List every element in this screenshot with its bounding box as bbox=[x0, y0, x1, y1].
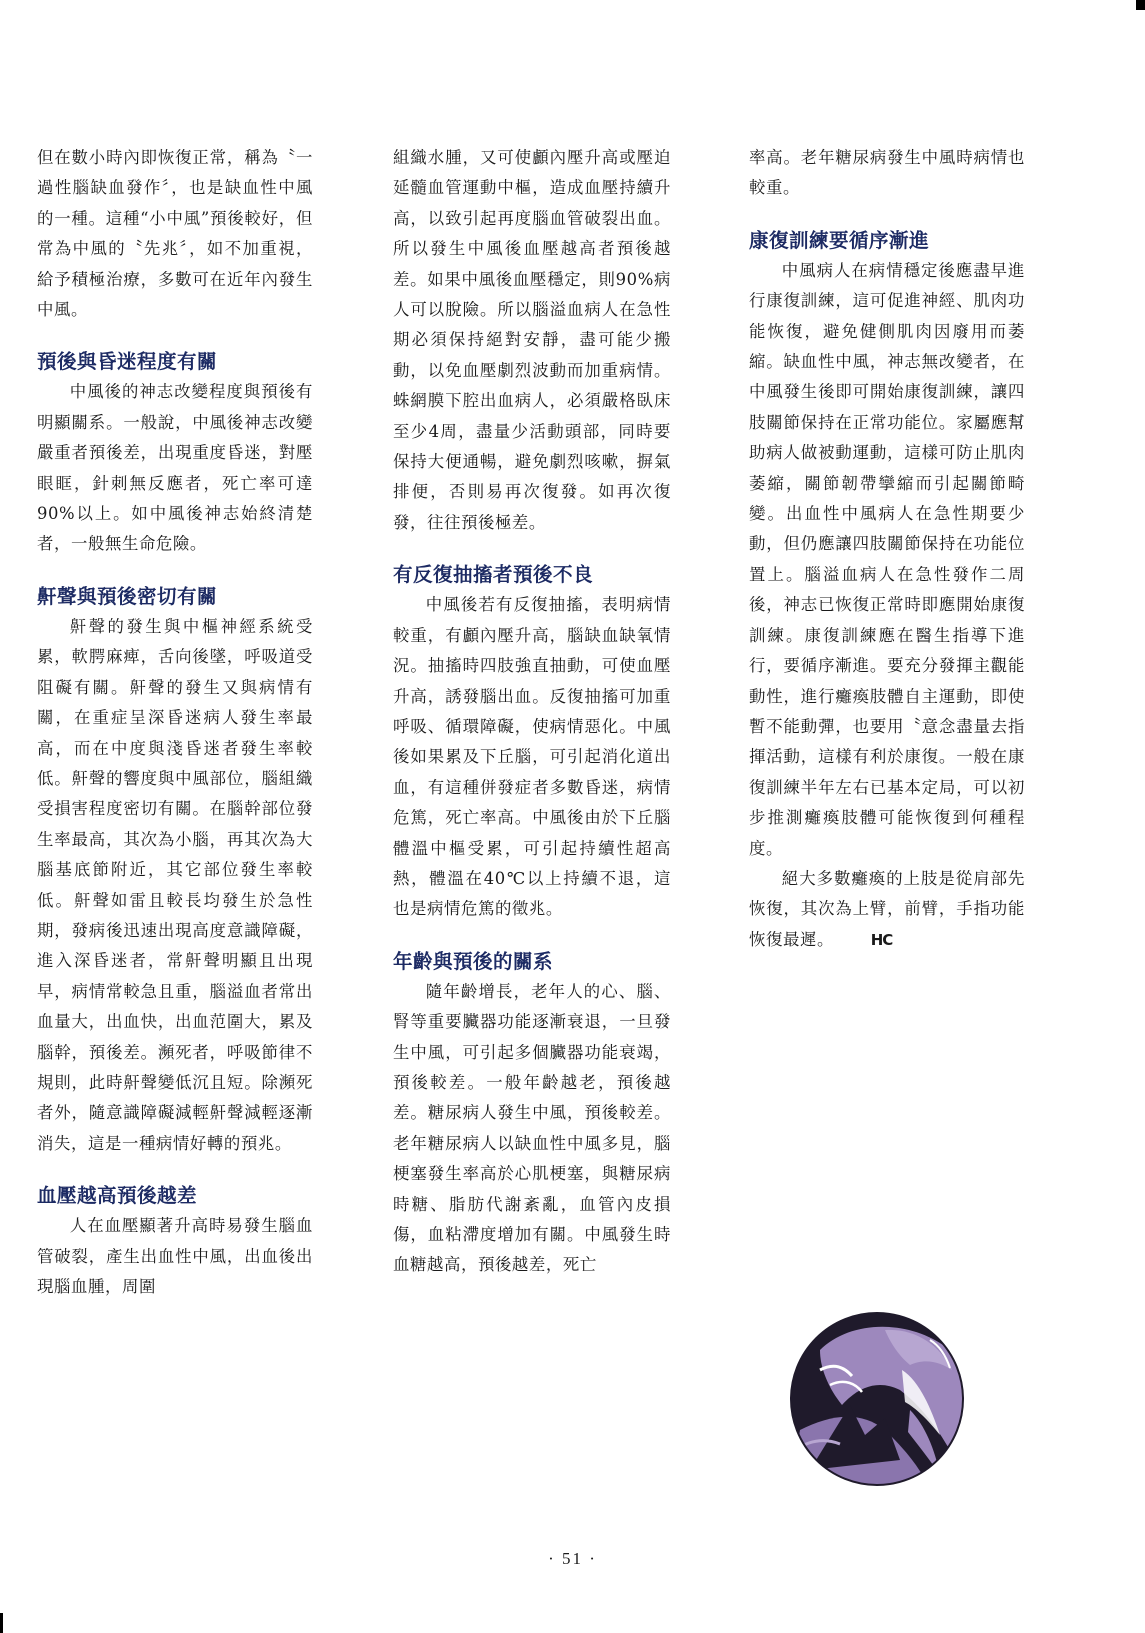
section-heading: 康復訓練要循序漸進 bbox=[749, 228, 930, 252]
article-end-mark: HC bbox=[870, 930, 893, 949]
section-heading: 有反復抽搐者預後不良 bbox=[393, 563, 594, 587]
body-paragraph bbox=[393, 143, 671, 538]
section-heading: 鼾聲與預後密切有關 bbox=[37, 584, 218, 608]
scan-edge-mark bbox=[0, 1613, 3, 1633]
text-column-2 bbox=[393, 143, 671, 1281]
body-paragraph bbox=[37, 612, 313, 1159]
text-column-1 bbox=[37, 143, 313, 1302]
section-heading: 預後與昏迷程度有關 bbox=[37, 350, 218, 374]
scan-corner-mark bbox=[1136, 0, 1145, 10]
page-number: · 51 · bbox=[548, 1549, 597, 1568]
body-paragraph bbox=[37, 143, 313, 325]
paragraph-text: 鼾聲的發生與中樞神經系統受累，軟腭麻痺，舌向後墜，呼吸道受阻礙有關。鼾聲的發生又與病情有關，在重症呈深昏迷病人發生率最高，而在中度與淺昏迷者發生率較低。鼾聲的響度與中風部位，腦組織受損害程度密切有關。在腦幹部位發生率最高，其次為小腦，再其次為大腦基底節附近，其它部位發生率較低。鼾聲如雷且較長均發生於急性期，發病後迅速出現高度意識障礙，進入深昏迷者，常鼾聲明顯且出現早，病情常較急且重，腦溢血者常出血量大，出血快，出血范圍大，累及腦幹，預後差。瀕死者，呼吸節律不規則，此時鼾聲變低沉且短。除瀕死者外，隨意識障礙減輕鼾聲減輕逐漸消失，這是一種病情好轉的預兆。 bbox=[37, 616, 313, 1153]
body-paragraph bbox=[37, 1211, 313, 1302]
text-column-3 bbox=[749, 143, 1025, 955]
paragraph-text: 中風病人在病情穩定後應盡早進行康復訓練，這可促進神經、肌肉功能恢復，避免健側肌肉因廢用而萎縮。缺血性中風，神志無改變者，在中風發生後即可開始康復訓練，讓四肢關節保持在正常功能位。家屬應幫助病人做被動運動，這樣可防止肌肉萎縮，關節韌帶攣縮而引起關節畸變。出血性中風病人在急性期要少動，但仍應讓四肢關節保持在功能位置上。腦溢血病人在急性發作二周後，神志已恢復正常時即應開始康復訓練。康復訓練應在醫生指導下進行，要循序漸進。要充分發揮主觀能動性，進行癱瘓肢體自主運動，即使暫不能動彈，也要用〝意念盡量去指揮活動，這樣有利於康復。一般在康復訓練半年左右已基本定局，可以初步推測癱瘓肢體可能恢復到何種程度。 bbox=[749, 260, 1025, 858]
paragraph-text: 絕大多數癱瘓的上肢是從肩部先恢復，其次為上臂，前臂，手指功能恢復最遲。 bbox=[749, 868, 1025, 949]
paragraph-text: 組織水腫，又可使顱內壓升高或壓迫延髓血管運動中樞，造成血壓持續升高，以致引起再度腦血管破裂出血。所以發生中風後血壓越高者預後越差。如果中風後血壓穩定，則90%病人可以脫險。所以腦溢血病人在急性期必須保持絕對安靜，盡可能少搬動，以免血壓劇烈波動而加重病情。蛛網膜下腔出血病人，必須嚴格臥床至少4周，盡量少活動頭部，同時要保持大便通暢，避免劇烈咳嗽，摒氣排便，否則易再次復發。如再次復發，往往預後極差。 bbox=[393, 148, 671, 532]
body-paragraph bbox=[393, 590, 671, 924]
paragraph-text: 中風後的神志改變程度與預後有明顯關系。一般說，中風後神志改變嚴重者預後差，出現重度昏迷，對壓眼眶，針刺無反應者，死亡率可達90%以上。如中風後神志始終清楚者，一般無生命危險。 bbox=[37, 382, 313, 554]
paragraph-text: 但在數小時內即恢復正常，稱為〝一過性腦缺血發作〞，也是缺血性中風的一種。這種“小中風”預後較好，但常為中風的〝先兆〞，如不加重視，給予積極治療，多數可在近年內發生中風。 bbox=[37, 148, 313, 320]
body-paragraph bbox=[749, 864, 1025, 955]
paragraph-text: 中風後若有反復抽搐，表明病情較重，有顱內壓升高，腦缺血缺氧情況。抽搐時四肢強直抽動，可使血壓升高，誘發腦出血。反復抽搐可加重呼吸、循環障礙，使病情惡化。中風後如果累及下丘腦，可引起消化道出血，有這種併發症者多數昏迷，病情危篤，死亡率高。中風後由於下丘腦體溫中樞受累，可引起持續性超高熱，體溫在40℃以上持續不退，這也是病情危篤的徵兆。 bbox=[393, 595, 671, 919]
body-paragraph bbox=[749, 256, 1025, 864]
paragraph-text: 人在血壓顯著升高時易發生腦血管破裂，產生出血性中風，出血後出現腦血腫，周圍 bbox=[37, 1216, 313, 1296]
body-paragraph bbox=[749, 143, 1025, 204]
wave-globe-illustration bbox=[790, 1310, 965, 1488]
paragraph-text: 率高。老年糖尿病發生中風時病情也較重。 bbox=[749, 148, 1025, 198]
section-heading: 血壓越高預後越差 bbox=[37, 1184, 198, 1208]
paragraph-text: 隨年齡增長，老年人的心、腦、腎等重要臟器功能逐漸衰退，一旦發生中風，可引起多個臟器功能衰竭，預後較差。一般年齡越老，預後越差。糖尿病人發生中風，預後較差。老年糖尿病人以缺血性中風多見，腦梗塞發生率高於心肌梗塞，與糖尿病時糖、脂肪代謝紊亂，血管內皮損傷，血粘滯度增加有關。中風發生時血糖越高，預後越差，死亡 bbox=[393, 981, 671, 1275]
section-heading: 年齡與預後的關系 bbox=[393, 949, 554, 973]
body-paragraph bbox=[393, 977, 671, 1281]
body-paragraph bbox=[37, 377, 313, 559]
